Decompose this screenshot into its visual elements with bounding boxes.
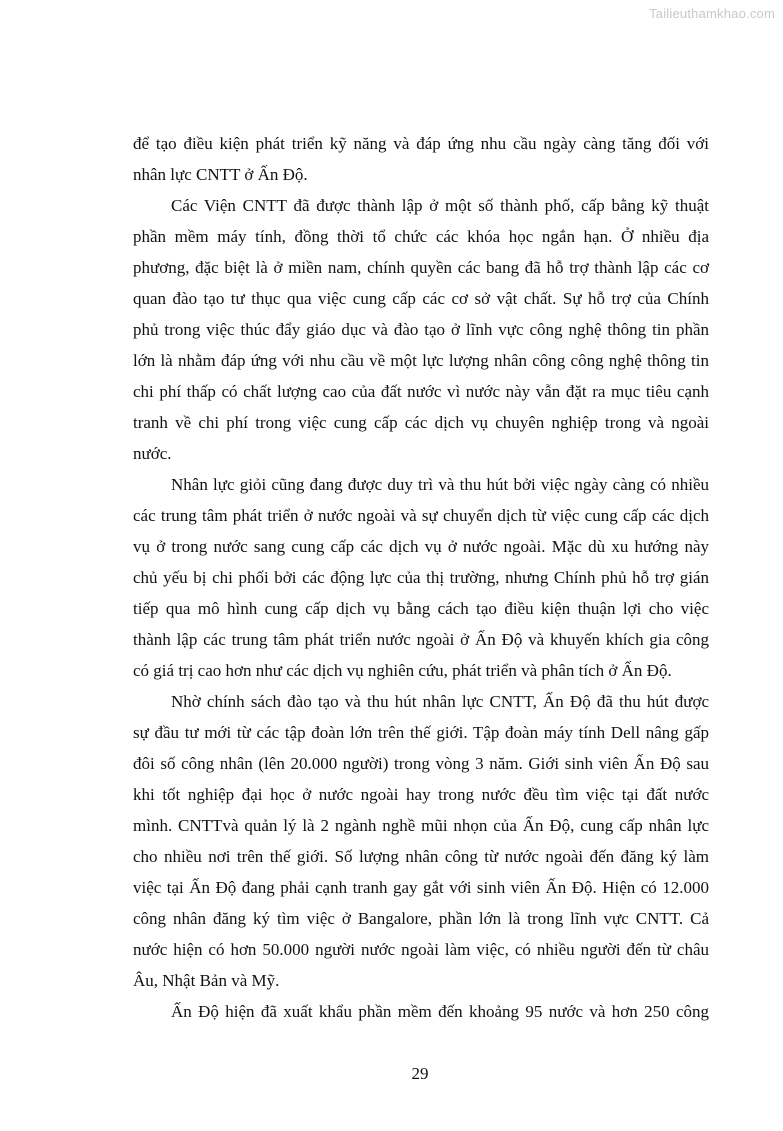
text-line: việc tại Ấn Độ đang phải cạnh tranh gay gắt với sinh viên Ấn Độ. Hiện có 12.000 [133,878,709,897]
text-line: có giá trị cao hơn như các dịch vụ nghiên cứu, phát triển và phân tích ở Ấn Độ. [133,661,672,680]
text-line: phủ trong việc thúc đẩy giáo dục và đào tạo ở lĩnh vực công nghệ thông tin phần [133,320,709,339]
text-line: Âu, Nhật Bản và Mỹ. [133,971,280,990]
text-line: phương, đặc biệt là ở miền nam, chính quyền các bang đã hỗ trợ thành lập các cơ [133,258,709,277]
document-body [133,128,709,1027]
text-line: nước hiện có hơn 50.000 người nước ngoài làm việc, có nhiều người đến từ châu [133,940,709,959]
text-line: chủ yếu bị chi phối bởi các động lực của thị trường, nhưng Chính phủ hỗ trợ gián [133,568,709,587]
text-line: các trung tâm phát triển ở nước ngoài và sự chuyển dịch từ việc cung cấp các dịch [133,506,709,525]
paragraph [133,686,709,996]
text-line: mình. CNTTvà quản lý là 2 ngành nghề mũi nhọn của Ấn Độ, cung cấp nhân lực [133,816,709,835]
text-line: tranh về chi phí trong việc cung cấp các dịch vụ chuyên nghiệp trong và ngoài [133,413,709,432]
text-line: Nhân lực giỏi cũng đang được duy trì và thu hút bởi việc ngày càng có nhiều [171,475,709,494]
text-line: thành lập các trung tâm phát triển nước ngoài ở Ấn Độ và khuyến khích gia công [133,630,709,649]
text-line: đôi số công nhân (lên 20.000 người) trong vòng 3 năm. Giới sinh viên Ấn Độ sau [133,754,709,773]
paragraph [133,469,709,686]
text-line: chi phí thấp có chất lượng cao của đất nước vì nước này vẫn đặt ra mục tiêu cạnh [133,382,709,401]
text-line: nhân lực CNTT ở Ấn Độ. [133,165,308,184]
paragraph [133,190,709,469]
paragraph [133,996,709,1027]
text-line: phần mềm máy tính, đồng thời tổ chức các khóa học ngắn hạn. Ở nhiều địa [133,227,709,246]
page-number: 29 [411,1064,429,1083]
text-line: Nhờ chính sách đào tạo và thu hút nhân lực CNTT, Ấn Độ đã thu hút được [171,692,709,711]
text-line: công nhân đăng ký tìm việc ở Bangalore, phần lớn là trong lĩnh vực CNTT. Cả [133,909,709,928]
text-line: vụ ở trong nước sang cung cấp các dịch vụ ở nước ngoài. Mặc dù xu hướng này [133,537,709,556]
text-line: khi tốt nghiệp đại học ở nước ngoài hay trong nước đều tìm việc tại đất nước [133,785,709,804]
watermark: Tailieuthamkhao.com [649,6,775,21]
paragraph [133,128,709,190]
text-line: Ấn Độ hiện đã xuất khẩu phần mềm đến khoảng 95 nước và hơn 250 công [171,1002,709,1021]
text-line: quan đào tạo tư thục qua việc cung cấp các cơ sở vật chất. Sự hỗ trợ của Chính [133,289,709,308]
text-line: sự đầu tư mới từ các tập đoàn lớn trên thế giới. Tập đoàn máy tính Dell nâng gấp [133,723,709,742]
text-line: lớn là nhằm đáp ứng với nhu cầu về một lực lượng nhân công công nghệ thông tin [133,351,709,370]
text-line: Các Viện CNTT đã được thành lập ở một số thành phố, cấp bằng kỹ thuật [171,196,709,215]
text-line: cho nhiều nơi trên thế giới. Số lượng nhân công từ nước ngoài đến đăng ký làm [133,847,709,866]
text-line: để tạo điều kiện phát triển kỹ năng và đáp ứng nhu cầu ngày càng tăng đối với [133,134,709,153]
text-line: tiếp qua mô hình cung cấp dịch vụ bằng cách tạo điều kiện thuận lợi cho việc [133,599,709,618]
text-line: nước. [133,444,172,463]
